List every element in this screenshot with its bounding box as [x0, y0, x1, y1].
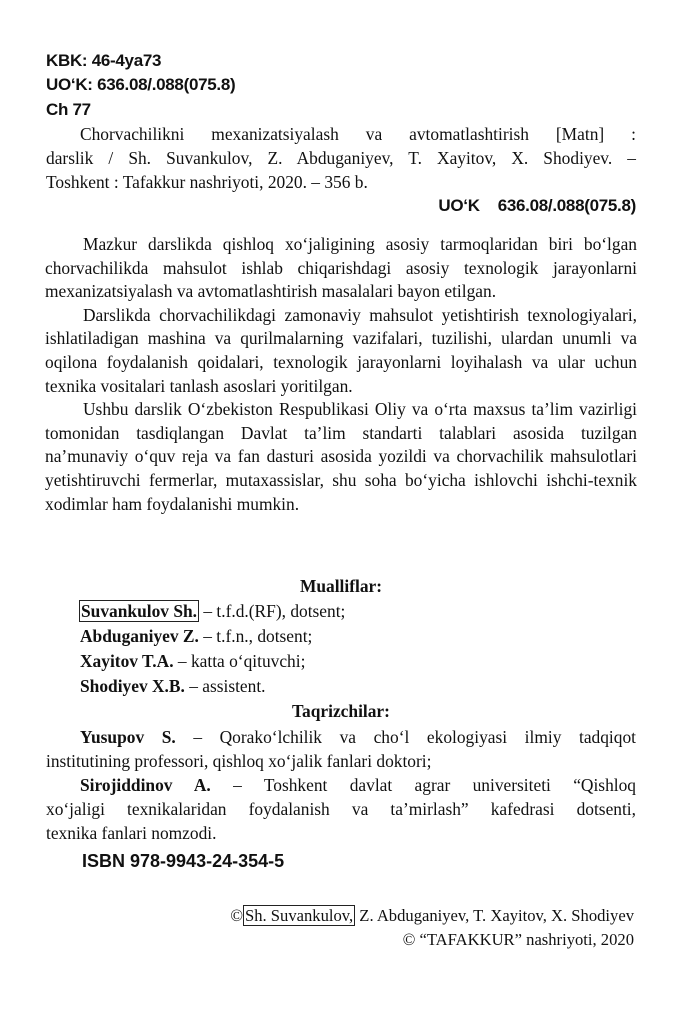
- author-name: Xayitov T.A.: [80, 651, 174, 671]
- author-item: [80, 676, 266, 697]
- author-mark: Ch 77: [46, 100, 91, 119]
- reviewer-1-line-2: institutining professori, qishloq xo‘jalik fanlari doktori;: [46, 751, 432, 771]
- reviewer-affiliation: – Toshkent davlat agrar universiteti “Qishloq: [210, 775, 636, 795]
- author-item: [80, 626, 312, 647]
- abstract-paragraph-3: Ushbu darslik O‘zbekiston Respublikasi Oliy va o‘rta maxsus ta’lim vazirligi tomonidan tasdiqlangan Davlat ta’lim standarti talablari asosida tuzilgan na’munaviy o‘quv reja va fan dasturi asosida yozildi va chorvachilik mahsulotlari yetishtiruvchi fermerlar, mutaxassislar, shu soha bo‘yicha ishlovchi ishchi-texnik xodimlar ham foydalanishi mumkin.: [45, 399, 637, 514]
- uok-code: UO‘K: 636.08/.088(075.8): [46, 75, 236, 94]
- reviewer-2-line-2: xo‘jaligi texnikalaridan foydalanish va ta’mirlash” kafedrasi dotsenti,: [46, 799, 636, 819]
- author-item: [80, 651, 305, 672]
- author-role: – katta o‘qituvchi;: [173, 651, 306, 671]
- author-role: – t.f.d.(RF), dotsent;: [199, 601, 346, 621]
- author-name-boxed: Suvankulov Sh.: [81, 601, 198, 621]
- uok-value: 636.08/.088(075.8): [497, 196, 636, 215]
- reviewer-1-line-1: [80, 727, 636, 748]
- author-item: [79, 601, 345, 622]
- copyright-publisher: © “TAFAKKUR” nashriyoti, 2020: [402, 930, 634, 949]
- uok-label: UO‘K: [438, 196, 480, 215]
- author-name: Shodiyev X.B.: [80, 676, 185, 696]
- reviewer-name: Yusupov S.: [80, 727, 176, 747]
- copyright-names: Z. Abduganiyev, T. Xayitov, X. Shodiyev: [355, 906, 634, 925]
- bibliography-line-3: Toshkent : Tafakkur nashriyoti, 2020. – 356 b.: [46, 172, 368, 192]
- reviewers-heading: Taqrizchilar:: [292, 701, 390, 721]
- author-role: – t.f.n., dotsent;: [198, 626, 313, 646]
- copyright-boxed-name: Sh. Suvankulov,: [244, 906, 354, 925]
- reviewer-2-line-3: texnika fanlari nomzodi.: [46, 823, 217, 843]
- copyright-authors: [230, 906, 634, 926]
- authors-heading: Mualliflar:: [299, 576, 383, 596]
- reviewer-2-line-1: [80, 775, 636, 796]
- bibliography-line-2: darslik / Sh. Suvankulov, Z. Abduganiyev, T. Xayitov, X. Shodiyev. –: [46, 148, 636, 168]
- kbk-code: KBK: 46-4ya73: [46, 51, 162, 70]
- abstract: [45, 233, 637, 516]
- author-name: Abduganiyev Z.: [80, 626, 199, 646]
- abstract-paragraph-1: Mazkur darslikda qishloq xo‘jaligining asosiy tarmoqlaridan biri bo‘lgan chorvachilikda mahsulot ishlab chiqarishdagi asosiy texnologik jarayonlarni mexanizatsiyalash va avtomatlashtirish masalalari bayon etilgan.: [45, 234, 637, 302]
- reviewer-name: Sirojiddinov A.: [80, 775, 211, 795]
- reviewer-affiliation: – Qorako‘lchilik va cho‘l ekologiyasi ilmiy tadqiqot: [175, 727, 636, 747]
- isbn: ISBN 978-9943-24-354-5: [82, 851, 285, 871]
- bibliography-uok: [438, 196, 636, 216]
- copyright-symbol: ©: [230, 906, 243, 925]
- bibliography-line-1: Chorvachilikni mexanizatsiyalash va avtomatlashtirish [Matn] :: [80, 124, 636, 144]
- author-role: – assistent.: [184, 676, 266, 696]
- abstract-paragraph-2: Darslikda chorvachilikdagi zamonaviy mahsulot yetishtirish texnologiyalari, ishlatiladigan mashina va qurilmalarning vazifalari, tuzilishi, ulardan unumli va oqilona foydalanish qoidalari, texnologik jarayonlarni loyihalash va ular uchun texnika vositalari tanlash asoslari yoritilgan.: [45, 304, 637, 396]
